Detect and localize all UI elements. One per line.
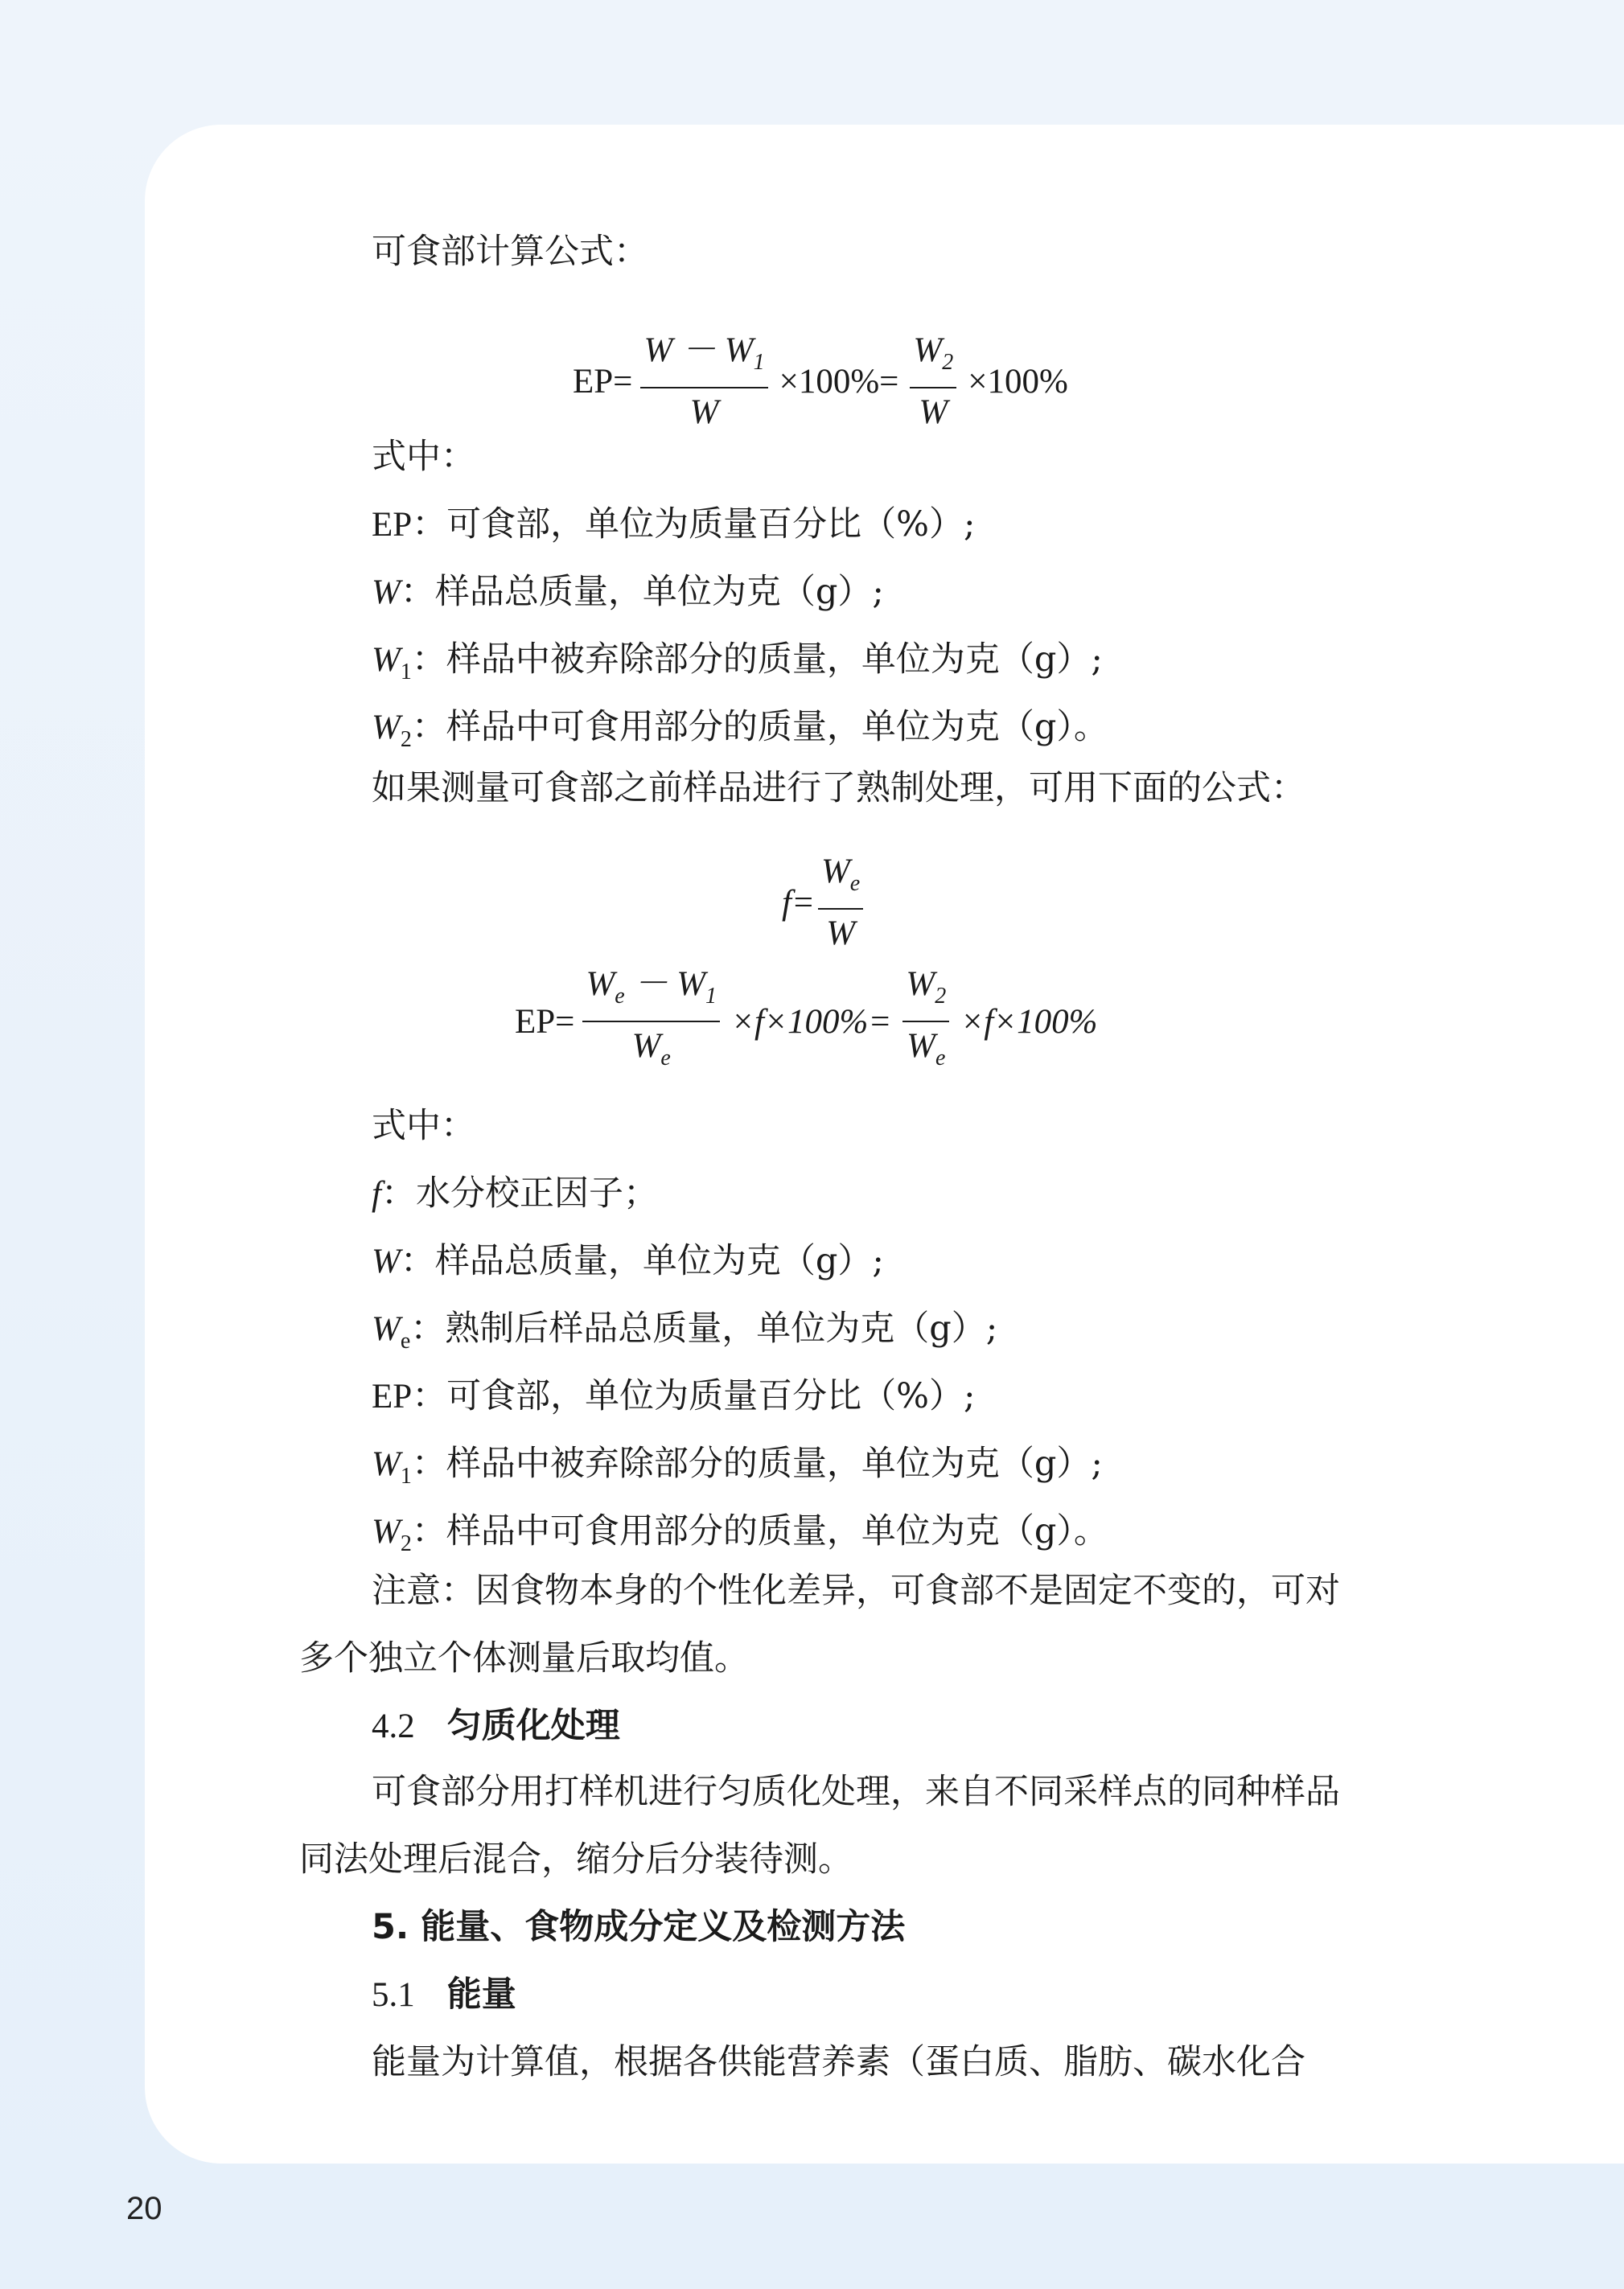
section-4-2-line-2: 同法处理后混合，缩分后分装待测。: [299, 1839, 853, 1880]
where-label-1: 式中：: [372, 437, 475, 477]
formula1-tail: ×100%: [968, 363, 1068, 401]
section-5-1-line-1: 能量为计算值，根据各供能营养素（蛋白质、脂肪、碳水化合: [372, 2042, 1305, 2082]
formula1-num1: W － W: [643, 331, 754, 369]
formula-moisture-factor: [782, 851, 871, 955]
formula3-lhs: EP=: [515, 1002, 575, 1041]
where-label-2: 式中：: [372, 1106, 475, 1146]
def1-w2: $W_2$：样品中可食用部分的质量，单位为克（g）。: [372, 707, 1108, 752]
formula3-mid: ×f×100%=: [731, 1002, 892, 1041]
def2-f: f：水分校正因子；: [372, 1173, 658, 1214]
formula2-num-sub: e: [849, 871, 861, 896]
formula1-lhs: EP=: [573, 363, 633, 401]
section-4-2-heading: 4.2 匀质化处理: [372, 1706, 620, 1746]
formula1-fraction-b: [910, 330, 956, 434]
section-5-1-heading: 5.1 能量: [372, 1975, 516, 2015]
def2-w1: $W_1$：样品中被弃除部分的质量，单位为克（g）;: [372, 1444, 1103, 1489]
formula2-lhs: f=: [782, 884, 815, 922]
formula-edible-portion-cooked: [515, 964, 1101, 1079]
def1-ep: EP：可食部，单位为质量百分比（%）;: [372, 504, 976, 545]
formula1-num1-sub: 1: [753, 350, 765, 375]
page-number: 20: [126, 2191, 162, 2226]
formula1-num2-sub: 2: [942, 350, 954, 375]
def2-w2: $W_2$：样品中可食用部分的质量，单位为克（g）。: [372, 1511, 1108, 1556]
def2-we: $W_e$：熟制后样品总质量，单位为克（g）;: [372, 1309, 998, 1354]
formula-edible-portion: [573, 330, 1071, 434]
formula3-fraction-a: $\frac{W_e - W_1}{W_e}$: [582, 964, 720, 1079]
def2-w: W：样品总质量，单位为克（g）;: [372, 1241, 884, 1281]
formula1-fraction-a: [640, 330, 767, 434]
formula3-tail: ×f×100%: [960, 1002, 1098, 1041]
formula-intro: 可食部计算公式：: [372, 232, 648, 272]
formula2-fraction: [818, 851, 863, 955]
formula1-num2: W: [913, 331, 943, 369]
section-4-2-line-1: 可食部分用打样机进行匀质化处理，来自不同采样点的同种样品: [372, 1772, 1340, 1812]
formula2-num: W: [820, 853, 850, 890]
def1-w: W：样品总质量，单位为克（g）;: [372, 572, 884, 612]
def2-ep: EP：可食部，单位为质量百分比（%）;: [372, 1376, 976, 1416]
formula3-fraction-b: $\frac{W_2}{W_e}$: [902, 964, 949, 1079]
note-line-1: 注意：因食物本身的个性化差异，可食部不是固定不变的，可对: [372, 1571, 1340, 1611]
formula1-den2: W: [919, 393, 948, 431]
def1-w1: $W_1$：样品中被弃除部分的质量，单位为克（g）;: [372, 639, 1103, 684]
formula2-den: W: [826, 914, 856, 952]
cooked-intro: 如果测量可食部之前样品进行了熟制处理，可用下面的公式：: [372, 768, 1305, 808]
note-line-2: 多个独立个体测量后取均值。: [299, 1638, 749, 1679]
formula1-den1: W: [689, 393, 719, 431]
formula1-mid: ×100%=: [779, 363, 899, 401]
section-5-heading: 5. 能量、食物成分定义及检测方法: [372, 1907, 906, 1947]
